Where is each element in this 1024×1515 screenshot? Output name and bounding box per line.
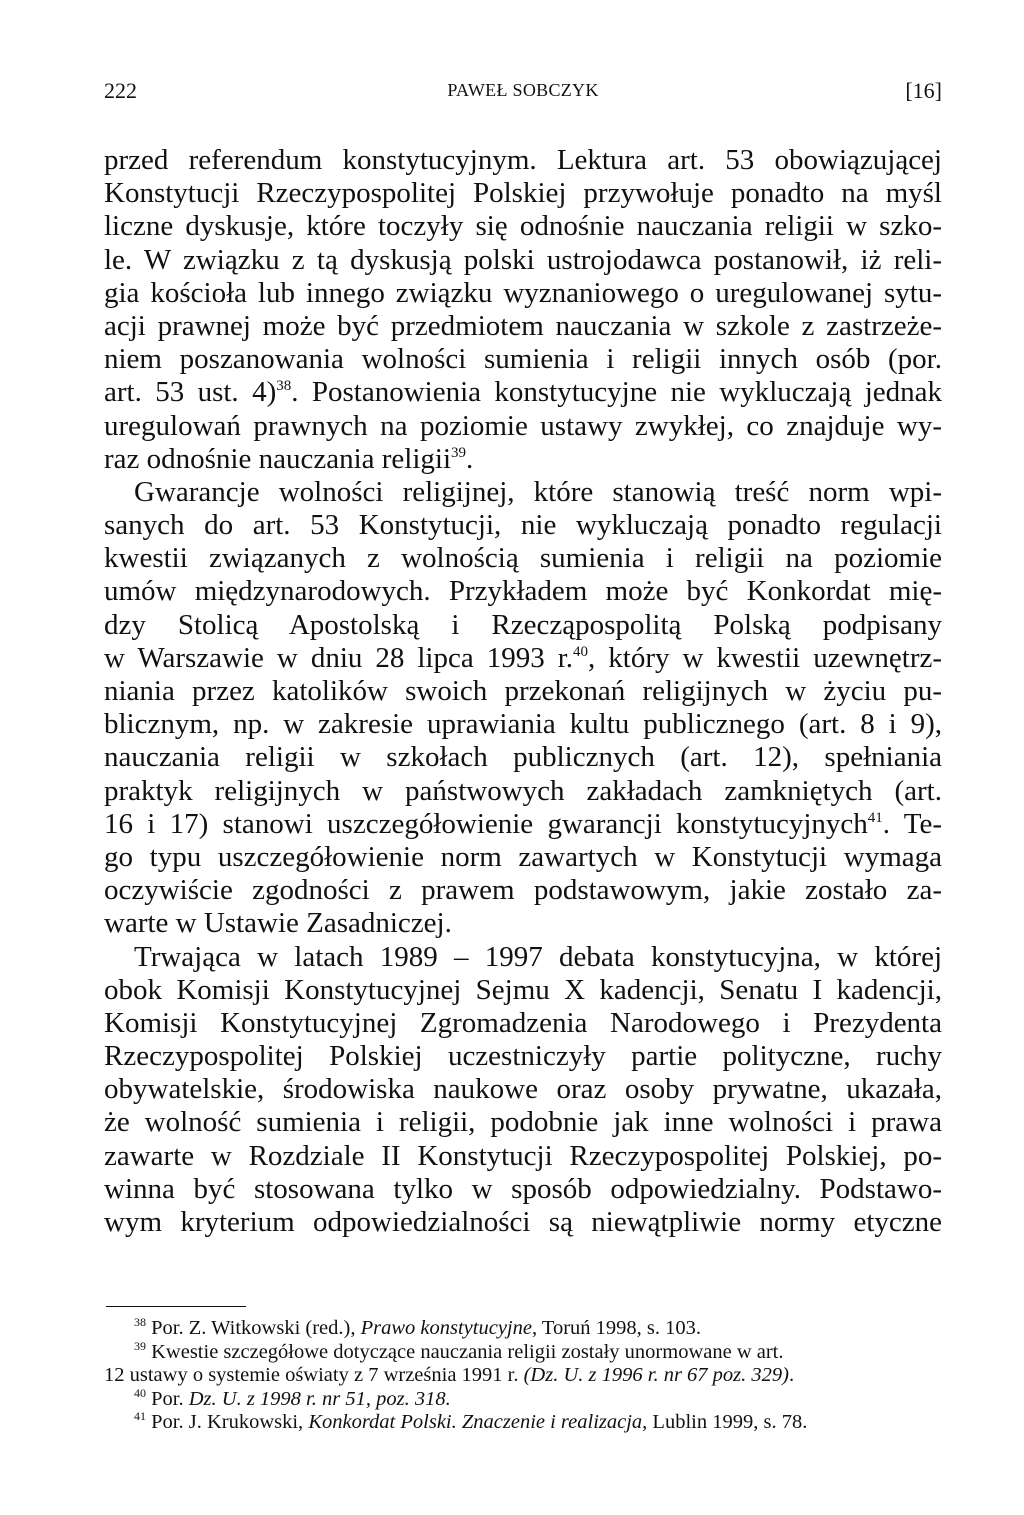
text-line: obywatelskie, środowiska naukowe oraz osoby prywatne, ukazała, bbox=[104, 1073, 942, 1106]
text-line: wym kryterium odpowiedzialności są niewątpliwie normy etyczne bbox=[104, 1206, 942, 1238]
text-line: dzy Stolicą Apostolską i Rzecząpospolitą Polską podpisany bbox=[104, 608, 942, 641]
text-line: umów międzynarodowych. Przykładem może być Konkordat mię- bbox=[104, 575, 942, 608]
footnote-number: 38 bbox=[134, 1315, 146, 1329]
text-run: . Postanowienia konstytucyjne nie wykluczają jednak bbox=[291, 376, 942, 409]
text-line: acji prawnej może być przedmiotem nauczania w szkole z zastrzeże- bbox=[104, 309, 942, 342]
text-line: Gwarancje wolności religijnej, które stanowią treść norm wpi- bbox=[134, 475, 942, 508]
text-line: Rzeczypospolitej Polskiej uczestniczyły partie polityczne, ruchy bbox=[104, 1040, 942, 1073]
text-line: przed referendum konstytucyjnym. Lektura art. 53 obowiązującej bbox=[104, 144, 942, 176]
footnote-text: Kwestie szczegółowe dotyczące nauczania religii zostały unormowane w art. bbox=[151, 1340, 784, 1363]
footnote-38 bbox=[104, 1317, 942, 1341]
text-line: warte w Ustawie Zasadniczej. bbox=[104, 907, 452, 940]
footnote-text: Por. Z. Witkowski (red.), bbox=[151, 1317, 361, 1339]
footnotes bbox=[104, 1317, 942, 1435]
footnote-40 bbox=[104, 1385, 942, 1412]
cited-source: Dz. U. z 1998 r. nr 51, poz. 318. bbox=[188, 1387, 451, 1410]
text-line: że wolność sumienia i religii, podobnie jak inne wolności i prawa bbox=[104, 1106, 942, 1139]
text-line: oczywiście zgodności z prawem podstawowym, jakie zostało za- bbox=[104, 874, 942, 907]
text-line: praktyk religijnych w państwowych zakładach zamkniętych (art. bbox=[104, 774, 942, 807]
text-line: Komisji Konstytucyjnej Zgromadzenia Narodowego i Prezydenta bbox=[104, 1006, 942, 1039]
text-run: raz odnośnie nauczania religii bbox=[104, 442, 452, 475]
footnote-39 bbox=[104, 1338, 942, 1365]
text-line: uregulowań prawnych na poziomie ustawy zwykłej, co znajduje wy- bbox=[104, 409, 942, 442]
text-line bbox=[104, 808, 942, 841]
footnote-39-continued bbox=[104, 1364, 942, 1388]
text-line bbox=[104, 443, 942, 476]
footnote-text: , Toruń 1998, s. 103. bbox=[531, 1317, 701, 1339]
text-line: Konstytucji Rzeczypospolitej Polskiej przywołuje ponadto na myśl bbox=[104, 177, 942, 210]
text-line bbox=[104, 376, 942, 409]
cited-title: Konkordat Polski. Znaczenie i realizacja bbox=[308, 1411, 643, 1433]
running-head-author: PAWEŁ SOBCZYK bbox=[447, 80, 599, 100]
running-header bbox=[104, 78, 942, 114]
footnote-text: Por. J. Krukowski, bbox=[151, 1411, 309, 1433]
cited-title: Prawo konstytucyjne bbox=[360, 1317, 532, 1339]
text-line: blicznym, np. w zakresie uprawiania kultu publicznego (art. 8 i 9), bbox=[104, 708, 942, 741]
text-line: sanych do art. 53 Konstytucji, nie wykluczają ponadto regulacji bbox=[104, 509, 942, 542]
footnote-separator bbox=[106, 1306, 246, 1307]
text-run: art. 53 ust. 4) bbox=[104, 376, 277, 409]
footnote-text: Por. bbox=[151, 1387, 189, 1410]
text-line: le. W związku z tą dyskusją polski ustrojodawca postanowił, iż reli- bbox=[104, 243, 942, 276]
footnote-ref-40[interactable]: 40 bbox=[573, 643, 589, 660]
text-run: . bbox=[466, 442, 474, 475]
footnote-text: . bbox=[789, 1364, 795, 1386]
text-run: 16 i 17) stanowi uszczegółowienie gwarancji konstytucyjnych bbox=[104, 807, 868, 840]
section-marker: [16] bbox=[905, 78, 942, 103]
text-line: zawarte w Rozdziale II Konstytucji Rzeczypospolitej Polskiej, po- bbox=[104, 1139, 942, 1172]
text-line: liczne dyskusje, które toczyły się odnośnie nauczania religii w szko- bbox=[104, 210, 942, 243]
footnote-ref-38[interactable]: 38 bbox=[276, 378, 292, 395]
text-run: . Te- bbox=[882, 807, 942, 840]
text-line: kwestii związanych z wolnością sumienia i religii na poziomie bbox=[104, 542, 942, 575]
text-run: w Warszawie w dniu 28 lipca 1993 r. bbox=[104, 641, 574, 674]
footnote-ref-41[interactable]: 41 bbox=[867, 809, 883, 826]
footnote-text: 12 ustawy o systemie oświaty z 7 września 1991 r. bbox=[104, 1364, 524, 1386]
footnote-text: , Lublin 1999, s. 78. bbox=[642, 1411, 808, 1433]
footnote-ref-39[interactable]: 39 bbox=[451, 444, 467, 461]
footnote-number: 40 bbox=[134, 1385, 146, 1400]
text-line: niem poszanowania wolności sumienia i religii innych osób (por. bbox=[104, 343, 942, 376]
page-number: 222 bbox=[104, 78, 137, 103]
footnote-number: 39 bbox=[134, 1338, 146, 1353]
text-line: obok Komisji Konstytucyjnej Sejmu X kadencji, Senatu I kadencji, bbox=[104, 973, 942, 1006]
text-line: go typu uszczegółowienie norm zawartych w Konstytucji wymaga bbox=[104, 840, 942, 873]
footnote-number: 41 bbox=[134, 1409, 146, 1423]
footnote-41 bbox=[104, 1411, 942, 1435]
text-line: niania przez katolików swoich przekonań religijnych w życiu pu- bbox=[104, 675, 942, 707]
text-line: nauczania religii w szkołach publicznych (art. 12), spełniania bbox=[104, 741, 942, 774]
text-line bbox=[104, 642, 942, 675]
body-text bbox=[104, 144, 942, 1239]
text-run: , który w kwestii uzewnętrz- bbox=[588, 641, 943, 674]
text-line: Trwająca w latach 1989 – 1997 debata konstytucyjna, w której bbox=[134, 940, 942, 973]
text-line: gia kościoła lub innego związku wyznaniowego o uregulowanej sytu- bbox=[104, 276, 942, 309]
text-line: winna być stosowana tylko w sposób odpowiedzialny. Podstawo- bbox=[104, 1172, 942, 1205]
cited-source: (Dz. U. z 1996 r. nr 67 poz. 329) bbox=[523, 1364, 789, 1386]
